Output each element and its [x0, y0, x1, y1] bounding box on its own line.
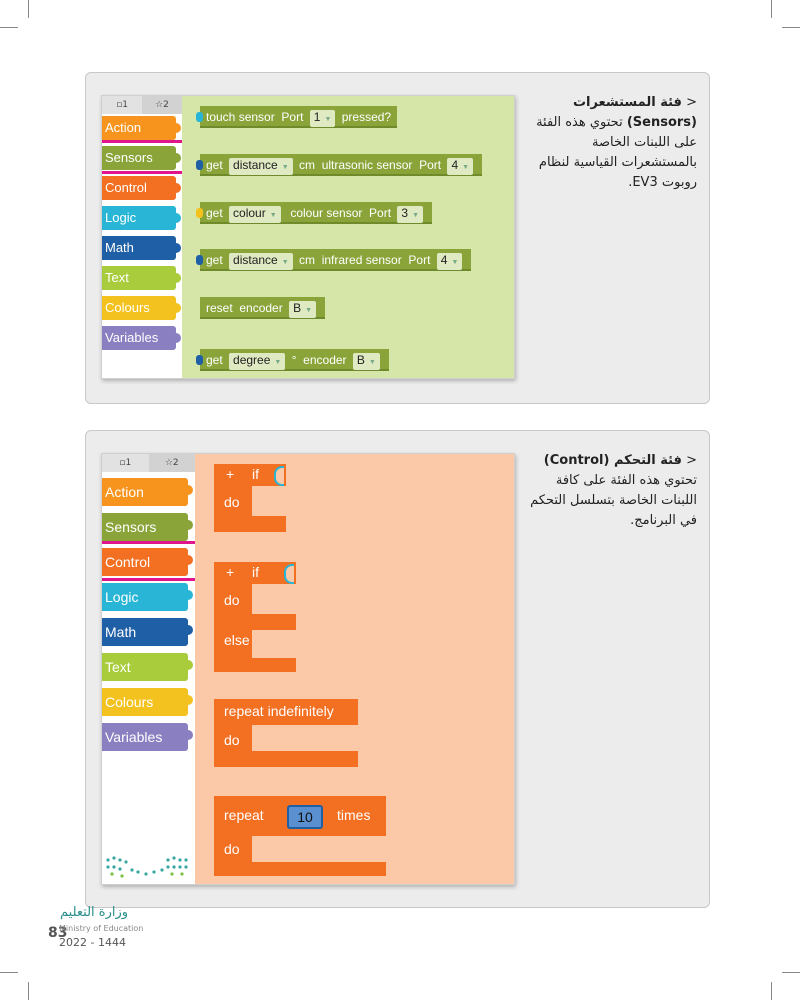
- ultrasonic-sensor-block[interactable]: get distance ▼ cm ultrasonic sensor Port 4 ▼: [200, 154, 482, 176]
- sensors-description: [529, 93, 697, 193]
- sensors-heading: فئة المستشعرات (Sensors): [572, 95, 697, 130]
- measure-dropdown[interactable]: distance ▼: [229, 158, 293, 175]
- bullet-arrow-icon: <: [686, 95, 697, 110]
- crop-mark: [771, 982, 772, 1000]
- reset-encoder-block[interactable]: reset encoder B ▼: [200, 297, 325, 319]
- category-variables[interactable]: Variables: [102, 326, 176, 350]
- category-variables[interactable]: Variables: [102, 723, 188, 751]
- workspace-tabs: [102, 96, 182, 114]
- ministry-name-en: Ministry of Education: [59, 924, 144, 933]
- blocks-canvas: [195, 454, 514, 884]
- year-label: 2022 - 1444: [59, 936, 126, 949]
- repeat-indefinitely-block[interactable]: repeat indefinitely do: [214, 699, 358, 767]
- mutator-plus-icon[interactable]: +: [226, 564, 235, 580]
- crop-mark: [28, 982, 29, 1000]
- control-description: [529, 451, 697, 531]
- bullet-arrow-icon: <: [686, 453, 697, 468]
- category-sidebar: [102, 454, 195, 884]
- blocks-canvas: [182, 96, 514, 378]
- category-sensors[interactable]: Sensors: [102, 513, 188, 541]
- category-colours[interactable]: Colours: [102, 296, 176, 320]
- category-text[interactable]: Text: [102, 266, 176, 290]
- tab-1[interactable]: ▫1: [102, 454, 149, 472]
- encoder-dropdown[interactable]: B ▼: [289, 301, 316, 318]
- category-logic[interactable]: Logic: [102, 206, 176, 230]
- category-sidebar: [102, 96, 182, 378]
- measure-dropdown[interactable]: distance ▼: [229, 253, 293, 270]
- page-number: 83: [48, 925, 68, 941]
- mode-dropdown[interactable]: colour ▼: [229, 206, 281, 223]
- repeat-count-field[interactable]: 10: [287, 805, 323, 829]
- ministry-name-ar: وزارة التعليم: [60, 905, 129, 920]
- tab-2[interactable]: ☆2: [142, 96, 182, 114]
- crop-mark: [771, 0, 772, 18]
- category-math[interactable]: Math: [102, 618, 188, 646]
- crop-mark: [782, 27, 800, 28]
- sensors-highlight-frame: [101, 140, 186, 174]
- category-logic[interactable]: Logic: [102, 583, 188, 611]
- control-editor: [101, 453, 515, 885]
- repeat-times-block[interactable]: repeat 10 times do: [214, 796, 386, 876]
- port-dropdown[interactable]: 1 ▼: [310, 110, 336, 127]
- infrared-sensor-block[interactable]: get distance ▼ cm infrared sensor Port 4 ▼: [200, 249, 471, 271]
- if-else-block[interactable]: + if do else: [214, 562, 296, 672]
- category-sensors[interactable]: Sensors: [102, 146, 176, 170]
- crop-mark: [0, 27, 18, 28]
- control-highlight-frame: [101, 541, 198, 581]
- tab-1[interactable]: ▫1: [102, 96, 142, 114]
- sensors-figure-panel: [85, 72, 710, 404]
- encoder-dropdown[interactable]: B ▼: [353, 353, 380, 370]
- category-control[interactable]: Control: [102, 548, 188, 576]
- crop-mark: [28, 0, 29, 18]
- crop-mark: [782, 972, 800, 973]
- page-footer: [48, 905, 208, 955]
- crop-mark: [0, 972, 18, 973]
- tab-2[interactable]: ☆2: [149, 454, 196, 472]
- category-action[interactable]: Action: [102, 478, 188, 506]
- port-dropdown[interactable]: 3 ▼: [397, 206, 423, 223]
- if-block[interactable]: + if do: [214, 464, 286, 532]
- mutator-plus-icon[interactable]: +: [226, 466, 235, 482]
- category-action[interactable]: Action: [102, 116, 176, 140]
- control-heading: فئة التحكم (Control): [543, 453, 682, 468]
- category-control[interactable]: Control: [102, 176, 176, 200]
- sensors-body: تحتوي هذه الفئة على اللبنات الخاصة بالمستشعرات القياسية لنظام روبوت EV3.: [536, 115, 697, 190]
- workspace-tabs: [102, 454, 195, 472]
- sensors-editor: [101, 95, 515, 379]
- category-colours[interactable]: Colours: [102, 688, 188, 716]
- port-dropdown[interactable]: 4 ▼: [437, 253, 463, 270]
- control-figure-panel: [85, 430, 710, 908]
- colour-sensor-block[interactable]: get colour ▼ colour sensor Port 3 ▼: [200, 202, 432, 224]
- category-text[interactable]: Text: [102, 653, 188, 681]
- encoder-degree-block[interactable]: get degree ▼ ° encoder B ▼: [200, 349, 389, 371]
- port-dropdown[interactable]: 4 ▼: [447, 158, 473, 175]
- touch-sensor-block[interactable]: touch sensor Port 1 ▼ pressed?: [200, 106, 397, 128]
- ministry-logo-dots: [102, 852, 192, 882]
- control-body: تحتوي هذه الفئة على كافة اللبنات الخاصة بتسلسل التحكم في البرنامج.: [530, 473, 697, 528]
- unit-dropdown[interactable]: degree ▼: [229, 353, 285, 370]
- category-math[interactable]: Math: [102, 236, 176, 260]
